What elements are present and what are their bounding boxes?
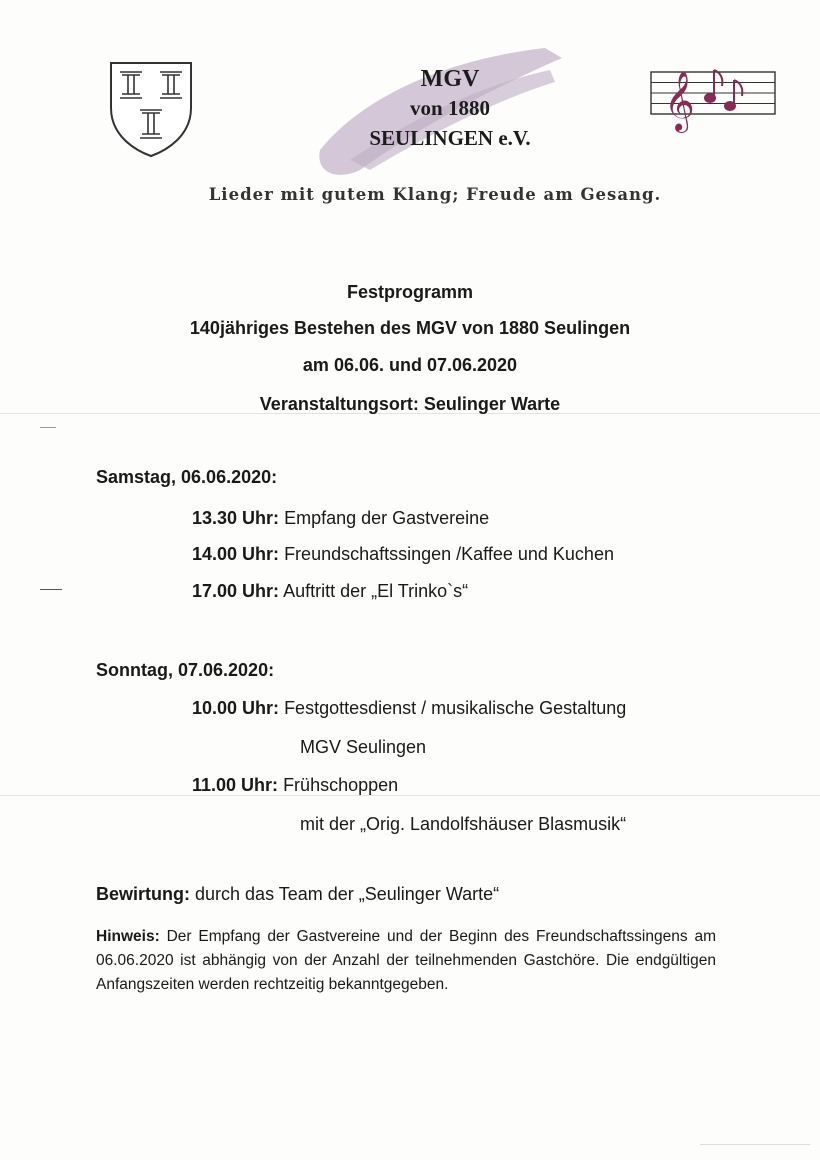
- schedule-continuation: MGV Seulingen: [300, 737, 427, 757]
- schedule-time: 10.00 Uhr:: [192, 698, 280, 718]
- notice-text: Der Empfang der Gastvereine und der Beginn des Freundschaftssingens am 06.06.2020 ist abhängig von der Anzahl der teilnehmenden Gastchöre. Die endgültigen Anfangszeiten werden rechtzeitig bekanntgegeben.: [96, 928, 716, 993]
- catering-line: [96, 884, 499, 905]
- schedule-time: 11.00 Uhr:: [192, 775, 279, 795]
- schedule-text: Festgottesdienst / musikalische Gestaltung: [284, 698, 627, 718]
- punch-mark: [40, 427, 56, 428]
- fold-line: [700, 1144, 810, 1145]
- coat-of-arms-icon: [108, 60, 194, 158]
- schedule-text: Frühschoppen: [283, 775, 399, 795]
- schedule-row: [192, 581, 468, 602]
- program-title: Festprogramm: [346, 282, 474, 302]
- svg-text:𝄞: 𝄞: [664, 71, 695, 131]
- catering-text: durch das Team der „Seulinger Warte“: [195, 884, 500, 904]
- schedule-time: 17.00 Uhr:: [192, 581, 280, 601]
- schedule-time: 13.30 Uhr:: [192, 508, 280, 528]
- punch-mark: [40, 589, 62, 590]
- event-dates: am 06.06. und 07.06.2020: [302, 355, 518, 375]
- notice-paragraph: [96, 925, 716, 997]
- club-town: SEULINGEN e.V.: [369, 126, 531, 150]
- schedule-row: [192, 698, 626, 719]
- schedule-time: 14.00 Uhr:: [192, 544, 280, 564]
- schedule-row: [192, 508, 489, 529]
- notice-label: Hinweis:: [96, 928, 160, 945]
- schedule-row: [192, 775, 398, 796]
- schedule-continuation: mit der „Orig. Landolfshäuser Blasmusik“: [300, 814, 627, 834]
- schedule-text: Freundschaftssingen /Kaffee und Kuchen: [284, 544, 614, 564]
- music-staff-icon: [650, 60, 778, 136]
- saturday-heading: Samstag, 06.06.2020:: [96, 467, 278, 487]
- founded-year: von 1880: [410, 96, 490, 120]
- motto: Lieder mit gutem Klang; Freude am Gesang.: [208, 185, 662, 204]
- schedule-row: [192, 544, 614, 565]
- event-location: Veranstaltungsort: Seulinger Warte: [259, 394, 561, 414]
- club-name: MGV: [420, 66, 480, 92]
- sunday-heading: Sonntag, 07.06.2020:: [96, 660, 275, 680]
- schedule-text: Empfang der Gastvereine: [284, 508, 490, 528]
- catering-label: Bewirtung:: [96, 884, 190, 904]
- fold-line: [0, 795, 820, 796]
- schedule-text: Auftritt der „El Trinko`s“: [283, 581, 469, 601]
- anniversary-title: 140jähriges Bestehen des MGV von 1880 Seulingen: [189, 318, 631, 338]
